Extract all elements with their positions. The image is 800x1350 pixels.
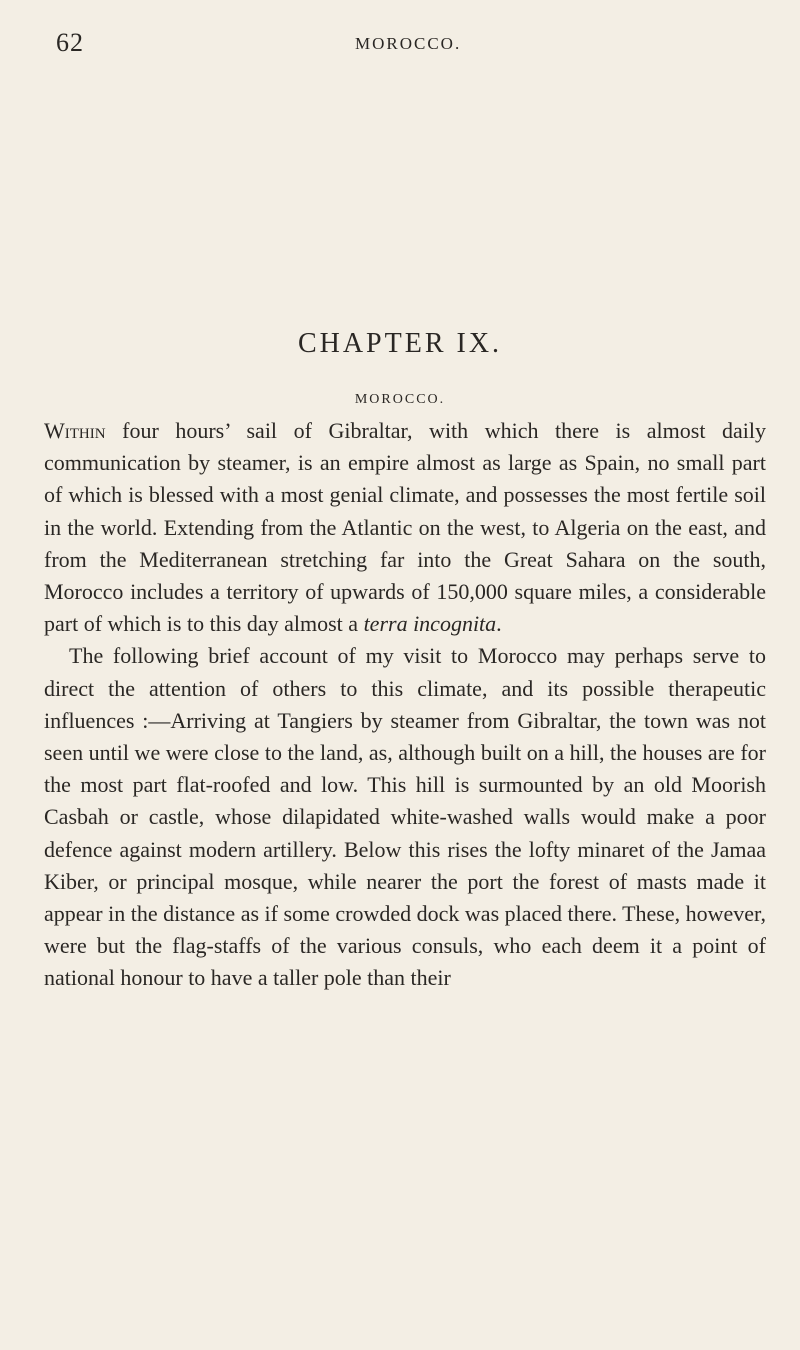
paragraph-2-text: The following brief account of my visit to Morocco may perhaps serve to direct the attention of others to this climate, and its possible therapeutic influences :—Arriving at Tangiers by steamer from Gibraltar, the town was not seen until we were close to the land, as, although built on a hill, the houses are for the most part flat-roofed and low. This hill is surmounted by an old Moorish Casbah or castle, whose dilapidated white-washed walls would make a poor defence against modern artillery. Below this rises the lofty minaret of the Jamaa Kiber, or principal mosque, while nearer the port the forest of masts made it appear in the distance as if some crowded dock was placed there. These, however, were but the flag-staffs of the various consuls, who each deem it a point of national honour to have a taller pole than their: [44, 643, 766, 991]
body-text: [44, 415, 766, 995]
opening-word: Within: [44, 418, 106, 443]
running-head: [0, 28, 800, 64]
running-title: MOROCCO.: [355, 34, 462, 53]
section-title: MOROCCO.: [354, 392, 446, 407]
paragraph-1: [44, 415, 766, 640]
paragraph-1-text: four hours’ sail of Gibraltar, with which there is almost daily communication by steamer, is an empire almost as large as Spain, no small part of which is blessed with a most genial climate, and possesses the most fertile soil in the world. Extending from the Atlantic on the west, to Algeria on the east, and from the Mediterranean stretching far into the Great Sahara on the south, Morocco includes a territory of upwards of 150,000 square miles, a considerable part of which is to this day almost a: [44, 418, 766, 637]
paragraph-2: [44, 640, 766, 994]
page-number: 62: [56, 28, 84, 57]
paragraph-1-end: .: [496, 611, 502, 637]
italic-phrase: terra incognita: [363, 611, 497, 637]
chapter-title: CHAPTER IX.: [297, 328, 503, 359]
